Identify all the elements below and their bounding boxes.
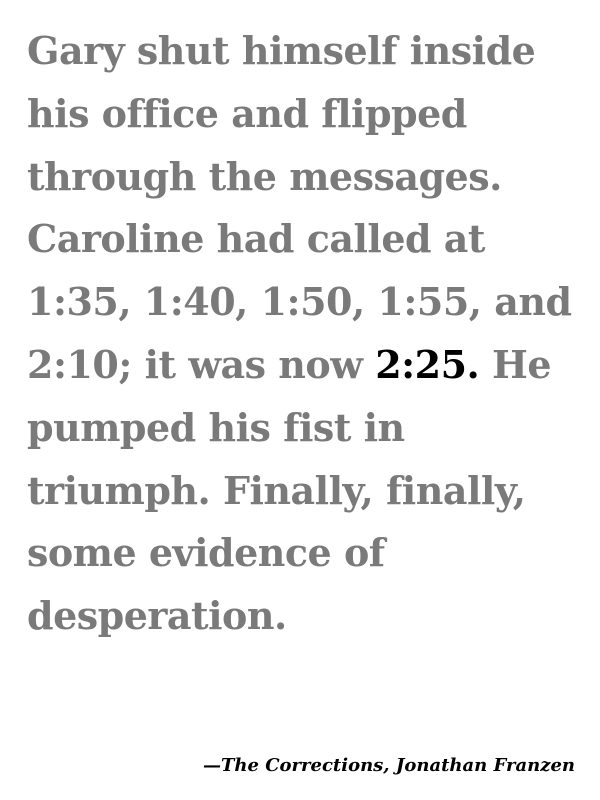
- attribution: [203, 754, 575, 778]
- quote-time-highlight: 2:25.: [375, 341, 480, 387]
- attribution-separator: ,: [383, 755, 396, 776]
- book-title: The Corrections: [221, 755, 384, 776]
- author-name: Jonathan Franzen: [395, 755, 575, 776]
- quote-passage: [27, 20, 587, 648]
- attribution-dash: —: [203, 755, 221, 776]
- quote-text-before: Gary shut himself inside his office and flipped through the messages. Caroline had called at 1:35, 1:40, 1:50, 1:55, and 2:10; it was now: [27, 28, 572, 387]
- quote-text-after: He pumped his fist in triumph. Finally, finally, some evidence of desperation.: [27, 341, 552, 639]
